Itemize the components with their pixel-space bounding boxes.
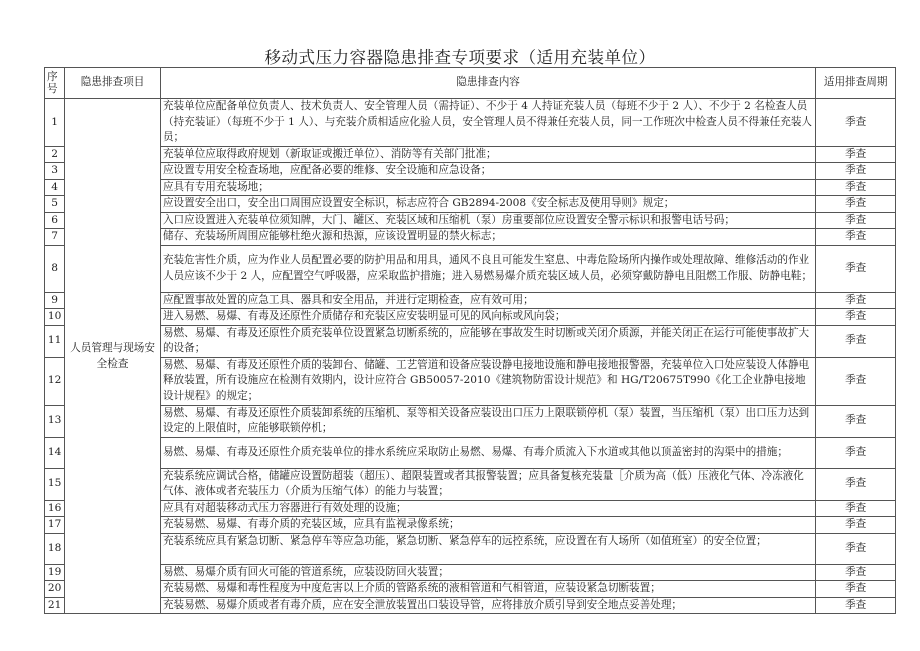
table-row xyxy=(45,229,896,246)
page-title: 移动式压力容器隐患排查专项要求（适用充装单位） xyxy=(264,48,656,67)
row-no: 12 xyxy=(45,357,65,405)
row-period: 季查 xyxy=(816,500,896,517)
row-period: 季查 xyxy=(816,309,896,326)
row-no: 8 xyxy=(45,245,65,292)
table-row xyxy=(45,564,896,581)
row-period: 季查 xyxy=(816,163,896,180)
row-content: 易燃、易爆、有毒及还原性介质的装卸台、储罐、工艺管道和设备应装设静电接地设施和静电接地报警器，充装单位入口处应装设人体静电释放装置，所有设施应在检测有效期内，设计应符合 GB50057-2010《建筑物防雷设计规范》和 HG/T20675T990《化工企业静电接地设计规程》的规定； xyxy=(160,357,815,405)
row-no: 3 xyxy=(45,163,65,180)
row-content: 充装易燃、易爆和毒性程度为中度危害以上介质的管路系统的液相管道和气相管道，应装设紧急切断装置； xyxy=(160,581,815,598)
table-row xyxy=(45,325,896,357)
row-period: 季查 xyxy=(816,517,896,534)
table-row xyxy=(45,405,896,437)
row-content: 应具有专用充装场地； xyxy=(160,179,815,196)
table-row xyxy=(45,245,896,292)
row-period: 季查 xyxy=(816,468,896,500)
row-no: 9 xyxy=(45,292,65,309)
table-row xyxy=(45,517,896,534)
header-period: 适用排查周期 xyxy=(816,68,896,99)
row-content: 入口应设置进入充装单位须知牌，大门、罐区、充装区域和压缩机（泵）房重要部位应设置安全警示标识和报警电话号码； xyxy=(160,212,815,229)
table-row xyxy=(45,597,896,614)
table-row xyxy=(45,357,896,405)
header-item: 隐患排查项目 xyxy=(65,68,161,99)
table-row xyxy=(45,500,896,517)
row-no: 11 xyxy=(45,325,65,357)
row-content: 应配置事故处置的应急工具、器具和安全用品，并进行定期检查，应有效可用； xyxy=(160,292,815,309)
category-cell: 人员管理与现场安全检查 xyxy=(65,99,161,614)
checklist-table xyxy=(44,67,896,614)
row-period: 季查 xyxy=(816,597,896,614)
table-row xyxy=(45,196,896,213)
table-header-row xyxy=(45,68,896,99)
row-period: 季查 xyxy=(816,292,896,309)
table-row xyxy=(45,99,896,147)
row-no: 18 xyxy=(45,533,65,564)
row-period: 季查 xyxy=(816,437,896,468)
row-period: 季查 xyxy=(816,325,896,357)
row-no: 1 xyxy=(45,99,65,147)
row-content: 应设置安全出口，安全出口周围应设置安全标识，标志应符合 GB2894-2008《安全标志及使用导则》规定； xyxy=(160,196,815,213)
header-content: 隐患排查内容 xyxy=(160,68,815,99)
row-content: 充装单位应配备单位负责人、技术负责人、安全管理人员（需持证）、不少于 4 人持证充装人员（每班不少于 2 人）、不少于 2 名检查人员（持充装证）（每班不少于 1 人）、与充装介质相适应化验人员，安全管理人员不得兼任充装人员，同一工作班次中检查人员不得兼任充装人员； xyxy=(160,99,815,147)
table-row xyxy=(45,581,896,598)
row-content: 易燃、易爆、有毒及还原性介质装卸系统的压缩机、泵等相关设备应装设出口压力上限联锁停机（泵）装置，当压缩机（泵）出口压力达到设定的上限值时，应能够联锁停机； xyxy=(160,405,815,437)
row-no: 7 xyxy=(45,229,65,246)
row-no: 19 xyxy=(45,564,65,581)
row-period: 季查 xyxy=(816,564,896,581)
row-content: 充装易燃、易爆介质或者有毒介质，应在安全泄放装置出口装设导管，应将排放介质引导到安全地点妥善处理； xyxy=(160,597,815,614)
row-period: 季查 xyxy=(816,405,896,437)
header-no: 序号 xyxy=(45,68,65,99)
row-no: 15 xyxy=(45,468,65,500)
row-no: 20 xyxy=(45,581,65,598)
table-row xyxy=(45,533,896,564)
row-no: 6 xyxy=(45,212,65,229)
row-no: 2 xyxy=(45,146,65,163)
row-no: 14 xyxy=(45,437,65,468)
row-no: 10 xyxy=(45,309,65,326)
row-period: 季查 xyxy=(816,245,896,292)
row-no: 4 xyxy=(45,179,65,196)
row-content: 应具有对超装移动式压力容器进行有效处理的设施； xyxy=(160,500,815,517)
table-row xyxy=(45,212,896,229)
row-period: 季查 xyxy=(816,99,896,147)
row-period: 季查 xyxy=(816,179,896,196)
row-content: 充装系统应具有紧急切断、紧急停车等应急功能，紧急切断、紧急停车的远控系统，应设置在有人场所（如值班室）的安全位置； xyxy=(160,533,815,564)
table-row xyxy=(45,468,896,500)
row-period: 季查 xyxy=(816,212,896,229)
row-no: 5 xyxy=(45,196,65,213)
row-content: 充装危害性介质，应为作业人员配置必要的防护用品和用具，通风不良且可能发生窒息、中毒危险场所内操作或处理故障、维修活动的作业人员应该不少于 2 人，应配置空气呼吸器，应采取监护措施；进入易燃易爆介质充装区域人员，必须穿戴防静电且阻燃工作服、防静电鞋； xyxy=(160,245,815,292)
row-no: 17 xyxy=(45,517,65,534)
row-period: 季查 xyxy=(816,229,896,246)
row-no: 16 xyxy=(45,500,65,517)
row-no: 21 xyxy=(45,597,65,614)
table-row xyxy=(45,163,896,180)
row-period: 季查 xyxy=(816,357,896,405)
row-period: 季查 xyxy=(816,581,896,598)
row-period: 季查 xyxy=(816,146,896,163)
row-period: 季查 xyxy=(816,196,896,213)
table-row xyxy=(45,437,896,468)
table-row xyxy=(45,179,896,196)
table-row xyxy=(45,309,896,326)
row-content: 易燃、易爆、有毒及还原性介质充装单位设置紧急切断系统的，应能够在事故发生时切断或关闭介质源，并能关闭正在运行可能使事故扩大的设备； xyxy=(160,325,815,357)
row-content: 充装易燃、易爆、有毒介质的充装区域，应具有监视录像系统； xyxy=(160,517,815,534)
table-row xyxy=(45,292,896,309)
row-content: 应设置专用安全检查场地，应配备必要的维修、安全设施和应急设备； xyxy=(160,163,815,180)
row-content: 易燃、易爆、有毒及还原性介质充装单位的排水系统应采取防止易燃、易爆、有毒介质流入下水道或其他以顶盖密封的沟渠中的措施； xyxy=(160,437,815,468)
row-content: 易燃、易爆介质有回火可能的管道系统，应装设防回火装置； xyxy=(160,564,815,581)
row-content: 储存、充装场所周围应能够杜绝火源和热源，应该设置明显的禁火标志； xyxy=(160,229,815,246)
row-content: 充装单位应取得政府规划（新取证或搬迁单位）、消防等有关部门批准； xyxy=(160,146,815,163)
row-content: 进入易燃、易爆、有毒及还原性介质储存和充装区应安装明显可见的风向标或风向袋； xyxy=(160,309,815,326)
row-content: 充装系统应调试合格，储罐应设置防超装（超压）、超限装置或者其报警装置；应具备复核充装量［介质为高（低）压液化气体、冷冻液化气体、液体或者充装压力（介质为压缩气体）的能力与装置； xyxy=(160,468,815,500)
table-row xyxy=(45,146,896,163)
row-period: 季查 xyxy=(816,533,896,564)
row-no: 13 xyxy=(45,405,65,437)
